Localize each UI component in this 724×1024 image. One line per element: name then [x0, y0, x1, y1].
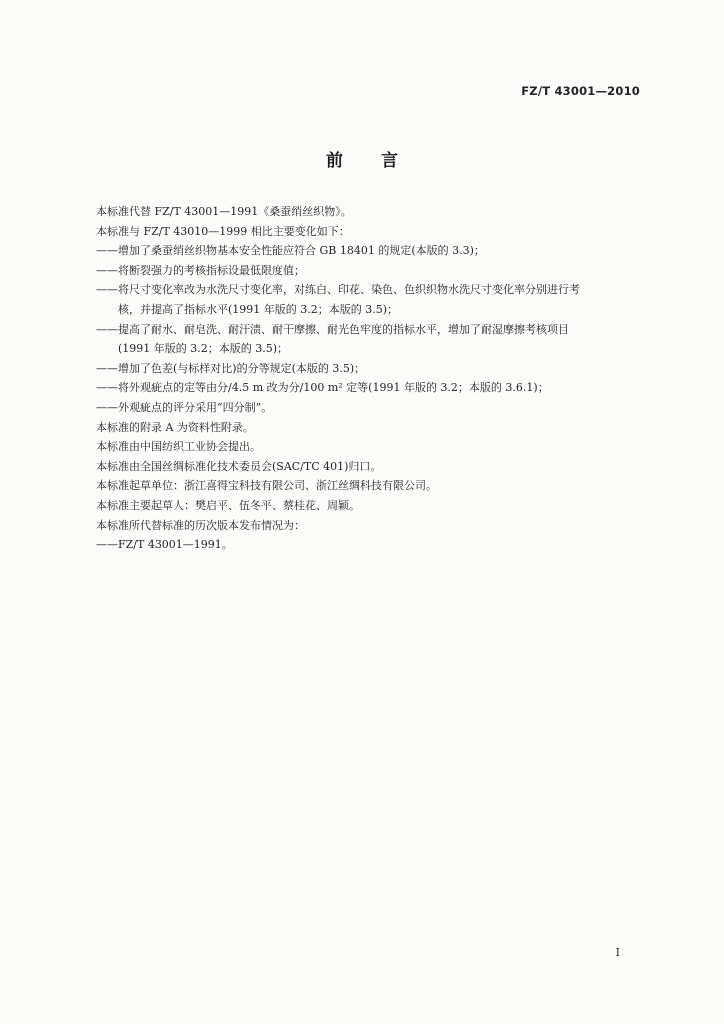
paragraph-line: 本标准代替 FZ/T 43001—1991《桑蚕绡丝织物》。 [96, 205, 352, 218]
change-item: ——增加了色差(与标样对比)的分等规定(本版的 3.5)； [96, 361, 366, 375]
page-title: 前言 [326, 151, 436, 171]
page-number: I [615, 946, 620, 959]
paragraph-line: 本标准主要起草人：樊启平、伍冬平、蔡桂花、周颖。 [96, 498, 360, 512]
paragraph-line: 本标准的附录 A 为资料性附录。 [96, 420, 254, 434]
paragraph-line: 本标准所代替标准的历次版本发布情况为： [96, 518, 305, 532]
paragraph-line: 本标准由中国纺织工业协会提出。 [96, 440, 261, 454]
change-item: ——增加了桑蚕绡丝织物基本安全性能应符合 GB 18401 的规定(本版的 3.3)； [96, 244, 485, 258]
change-item-continuation: (1991 年版的 3.2；本版的 3.5)； [118, 342, 289, 356]
change-item: ——将断裂强力的考核指标设最低限度值； [96, 263, 305, 277]
change-item: ——提高了耐水、耐皂洗、耐汗渍、耐干摩擦、耐光色牢度的指标水平，增加了耐湿摩擦考核项目 [96, 322, 569, 336]
standard-code: FZ/T 43001—2010 [521, 84, 640, 98]
change-item: ——将尺寸变化率改为水洗尺寸变化率，对练白、印花、染色、色织织物水洗尺寸变化率分别进行考 [96, 283, 580, 297]
paragraph-line: 本标准与 FZ/T 43010—1999 相比主要变化如下： [96, 224, 350, 238]
change-item: ——外观疵点的评分采用“四分制”。 [96, 400, 273, 414]
edition-history-item: ——FZ/T 43001—1991。 [96, 538, 233, 552]
change-item-continuation: 核，并提高了指标水平(1991 年版的 3.2；本版的 3.5)； [118, 302, 399, 316]
paragraph-line: 本标准起草单位：浙江喜得宝科技有限公司、浙江丝绸科技有限公司。 [96, 479, 437, 493]
change-item: ——将外观疵点的定等由分/4.5 m 改为分/100 m² 定等(1991 年版的 3.2；本版的 3.6.1)； [96, 381, 549, 395]
foreword-body [96, 202, 656, 555]
paragraph-line: 本标准由全国丝绸标准化技术委员会(SAC/TC 401)归口。 [96, 459, 382, 473]
